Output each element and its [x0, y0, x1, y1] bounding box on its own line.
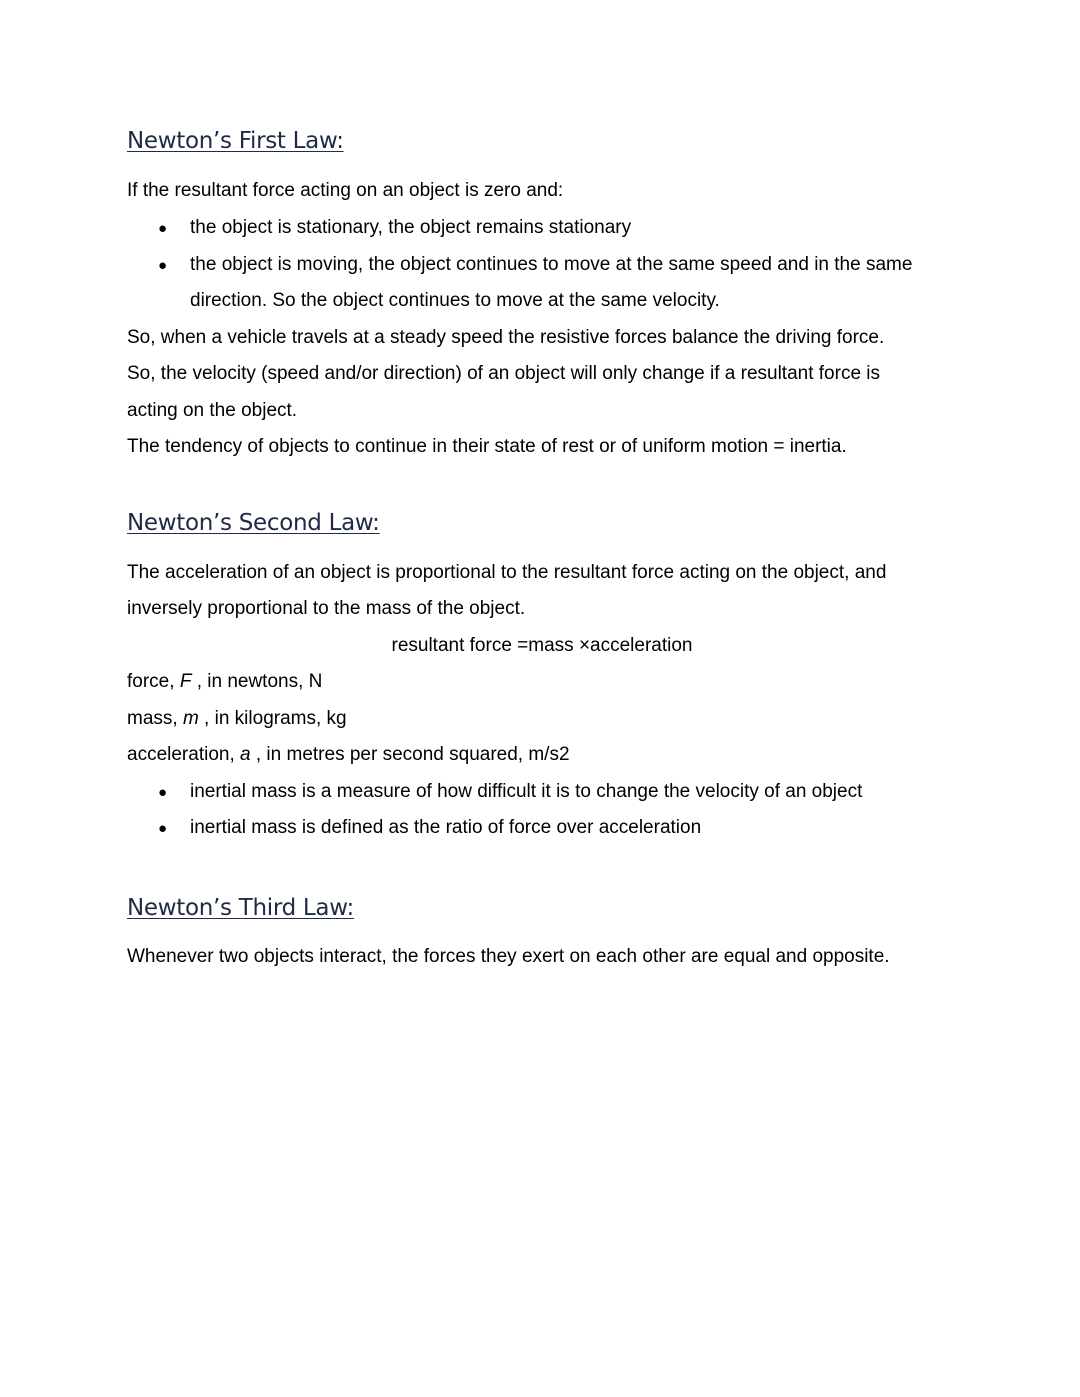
first-law-intro: If the resultant force acting on an object is zero and:	[127, 180, 564, 201]
second-law-bullet-2: inertial mass is defined as the ratio of force over acceleration	[190, 817, 702, 838]
mass-symbol: m	[182, 708, 199, 729]
force-definition	[127, 670, 322, 694]
second-law-heading: Newton’s Second Law:	[127, 510, 380, 536]
first-law-bullet-1: the object is stationary, the object remains stationary	[190, 217, 632, 238]
first-law-inertia: The tendency of objects to continue in their state of rest or of uniform motion = inertia.	[127, 436, 847, 457]
acceleration-suffix: , in metres per second squared, m/s2	[250, 744, 570, 765]
bullet-icon: ●	[158, 784, 168, 801]
acceleration-symbol: a	[240, 744, 251, 765]
acceleration-definition	[127, 743, 570, 767]
acceleration-prefix: acceleration,	[127, 744, 241, 765]
first-law-para-1: So, when a vehicle travels at a steady speed the resistive forces balance the driving force.	[127, 327, 885, 348]
bullet-icon: ●	[158, 820, 168, 837]
force-symbol: F	[179, 671, 192, 692]
first-law-para-2-line-2: acting on the object.	[127, 400, 298, 421]
third-law-para: Whenever two objects interact, the forces they exert on each other are equal and opposite.	[127, 946, 890, 967]
third-law-heading: Newton’s Third Law:	[127, 895, 354, 921]
first-law-heading: Newton’s First Law:	[127, 128, 344, 154]
second-law-equation: resultant force =mass ×acceleration	[391, 635, 693, 656]
mass-prefix: mass,	[127, 708, 183, 729]
first-law-para-2-line-1: So, the velocity (speed and/or direction) of an object will only change if a resultant force is	[127, 363, 881, 384]
second-law-para-line-1: The acceleration of an object is proportional to the resultant force acting on the object, and	[127, 562, 887, 583]
bullet-icon: ●	[158, 220, 168, 237]
mass-definition	[127, 707, 347, 731]
second-law-bullet-1: inertial mass is a measure of how difficult it is to change the velocity of an object	[190, 781, 863, 802]
second-law-para-line-2: inversely proportional to the mass of the object.	[127, 598, 526, 619]
mass-suffix: , in kilograms, kg	[198, 708, 347, 729]
first-law-bullet-2-continued: direction. So the object continues to move at the same velocity.	[190, 290, 720, 311]
bullet-icon: ●	[158, 257, 168, 274]
force-prefix: force,	[127, 671, 180, 692]
first-law-bullet-2: the object is moving, the object continues to move at the same speed and in the same	[190, 254, 913, 275]
force-suffix: , in newtons, N	[191, 671, 323, 692]
